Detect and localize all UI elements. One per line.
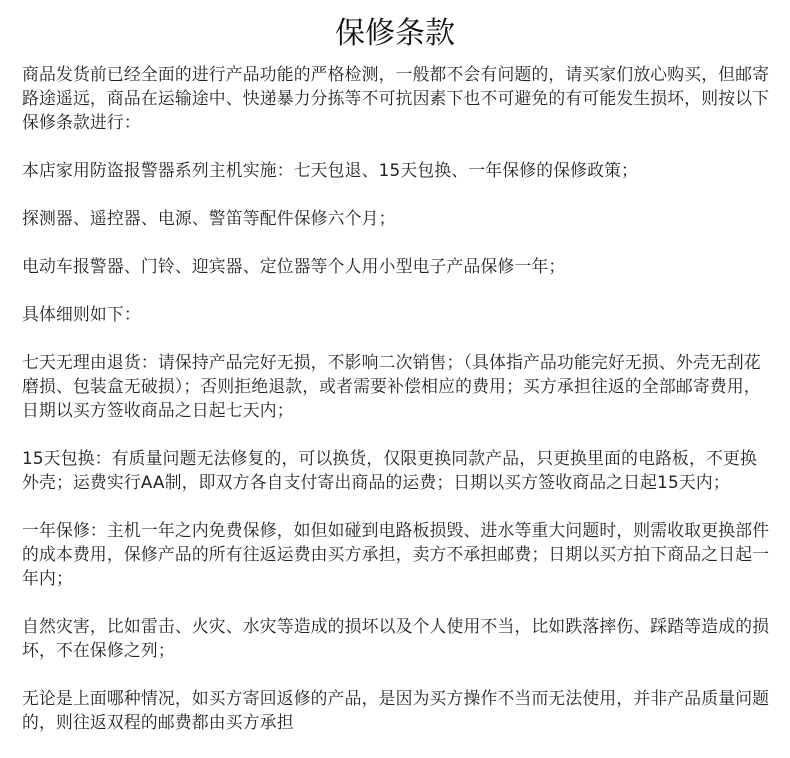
- details-heading: 具体细则如下：: [22, 304, 141, 324]
- fifteen-day-exchange-rule: 15天包换：有质量问题无法修复的，可以换货，仅限更换同款产品，只更换里面的电路板，不更换外壳；运费实行AA制，即双方各自支付寄出商品的运费；日期以买方签收商品之日起15天内；: [22, 448, 757, 492]
- natural-disaster-exclusion: 自然灾害，比如雷击、火灾、水灾等造成的损坏以及个人使用不当，比如跌落摔伤、踩踏等造成的损坏，不在保修之列；: [22, 616, 770, 660]
- host-warranty-policy: 本店家用防盗报警器系列主机实施：七天包退、15天包换、一年保修的保修政策；: [22, 160, 639, 180]
- seven-day-return-rule: 七天无理由退货：请保持产品完好无损，不影响二次销售；（具体指产品功能完好无损、外壳无刮花磨损、包装盒无破损）；否则拒绝退款，或者需要补偿相应的费用；买方承担往返的全部邮寄费用，日期以买方签收商品之日起七天内；: [22, 352, 761, 420]
- intro-paragraph: 商品发货前已经全面的进行产品功能的严格检测，一般都不会有问题的，请买家们放心购买，但邮寄路途遥远，商品在运输途中、快递暴力分拣等不可抗因素下也不可避免的有可能发生损坏，则按以下保修条款进行：: [22, 64, 770, 132]
- accessories-warranty: 探测器、遥控器、电源、警笛等配件保修六个月；: [22, 208, 396, 228]
- one-year-warranty-rule: 一年保修：主机一年之内免费保修，如但如碰到电路板损毁、进水等重大问题时，则需收取更换部件的成本费用，保修产品的所有往返运费由买方承担，卖方不承担邮费；日期以买方拍下商品之日起一年内；: [22, 520, 770, 588]
- warranty-terms-body: [22, 62, 772, 758]
- page-title: 保修条款: [335, 16, 455, 51]
- misuse-shipping-clause: 无论是上面哪种情况，如买方寄回返修的产品，是因为买方操作不当而无法使用，并非产品质量问题的，则往返双程的邮费都由买方承担: [22, 688, 770, 732]
- small-electronics-warranty: 电动车报警器、门铃、迎宾器、定位器等个人用小型电子产品保修一年；: [22, 256, 566, 276]
